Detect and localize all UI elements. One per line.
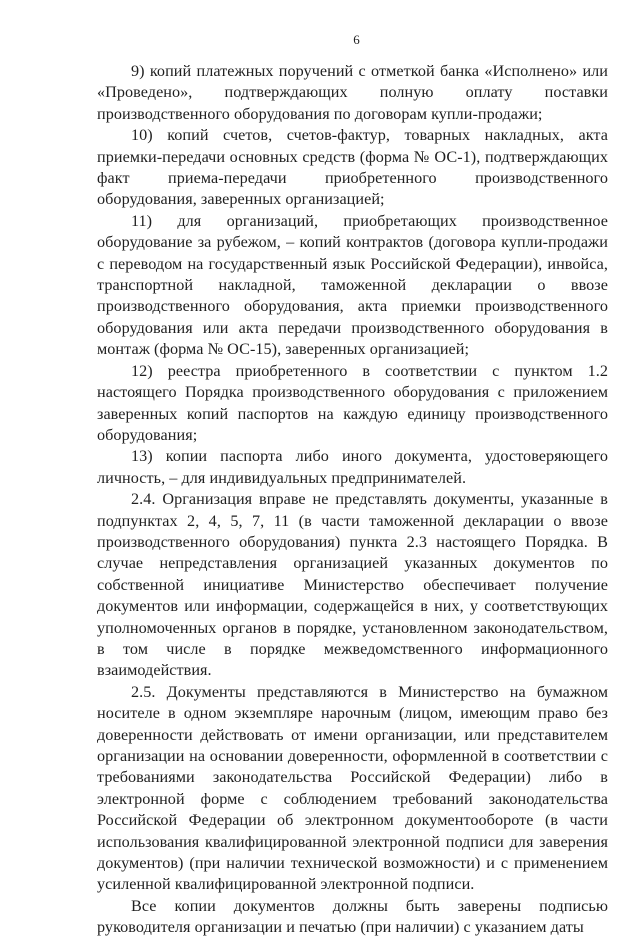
paragraph-item-11: 11) для организаций, приобретающих производственное оборудование за рубежом, – копий контрактов (договора купли-продажи с переводом на государственный язык Российской Федерации), инвойса, транспортной накладной, таможенной декларации о ввозе производственного оборудования, акта приемки производственного оборудования или акта передачи производственного оборудования в монтаж (форма № ОС-15), заверенных организацией; [97, 211, 608, 359]
paragraph-item-12: 12) реестра приобретенного в соответствии с пунктом 1.2 настоящего Порядка производственного оборудования с приложением заверенных копий паспортов на каждую единицу производственного оборудования; [97, 361, 608, 444]
page-number: 6 [353, 32, 360, 47]
paragraph-item-10: 10) копий счетов, счетов-фактур, товарных накладных, акта приемки-передачи основных средств (форма № ОС-1), подтверждающих факт приема-передачи приобретенного производственного оборудования, заверенных организацией; [97, 126, 608, 209]
paragraph-2-5: 2.5. Документы представляются в Министерство на бумажном носителе в одном экземпляре нарочным (лицом, имеющим право без доверенности действовать от имени организации, или представителем организации на основании доверенности, оформленной в соответствии с требованиями законодательства Российской Федерации) либо в электронной форме с соблюдением требований законодательства Российской Федерации об электронном документообороте (в части использования квалифицированной электронной подписи для заверения документов) (при наличии технической возможности) и с применением усиленной квалифицированной электронной подписи. [97, 682, 608, 894]
paragraph-2-4: 2.4. Организация вправе не представлять документы, указанные в подпунктах 2, 4, 5, 7, 11 (в части таможенной декларации о ввозе производственного оборудования) пункта 2.3 настоящего Порядка. В случае непредставления организацией указанных документов по собственной инициативе Министерство обеспечивает получение документов или информации, содержащейся в них, у соответствующих уполномоченных органов в порядке, установленном законодательством, в том числе в порядке межведомственного информационного взаимодействия. [97, 490, 608, 680]
paragraph-item-13: 13) копии паспорта либо иного документа, удостоверяющего личность, – для индивидуальных предпринимателей. [97, 447, 608, 487]
paragraph-copies-certification: Все копии документов должны быть заверены подписью руководителя организации и печатью (при наличии) с указанием даты [97, 896, 608, 937]
paragraph-item-9: 9) копий платежных поручений с отметкой банка «Исполнено» или «Проведено», подтверждающих полную оплату поставки производственного оборудования по договорам купли-продажи; [97, 62, 608, 123]
